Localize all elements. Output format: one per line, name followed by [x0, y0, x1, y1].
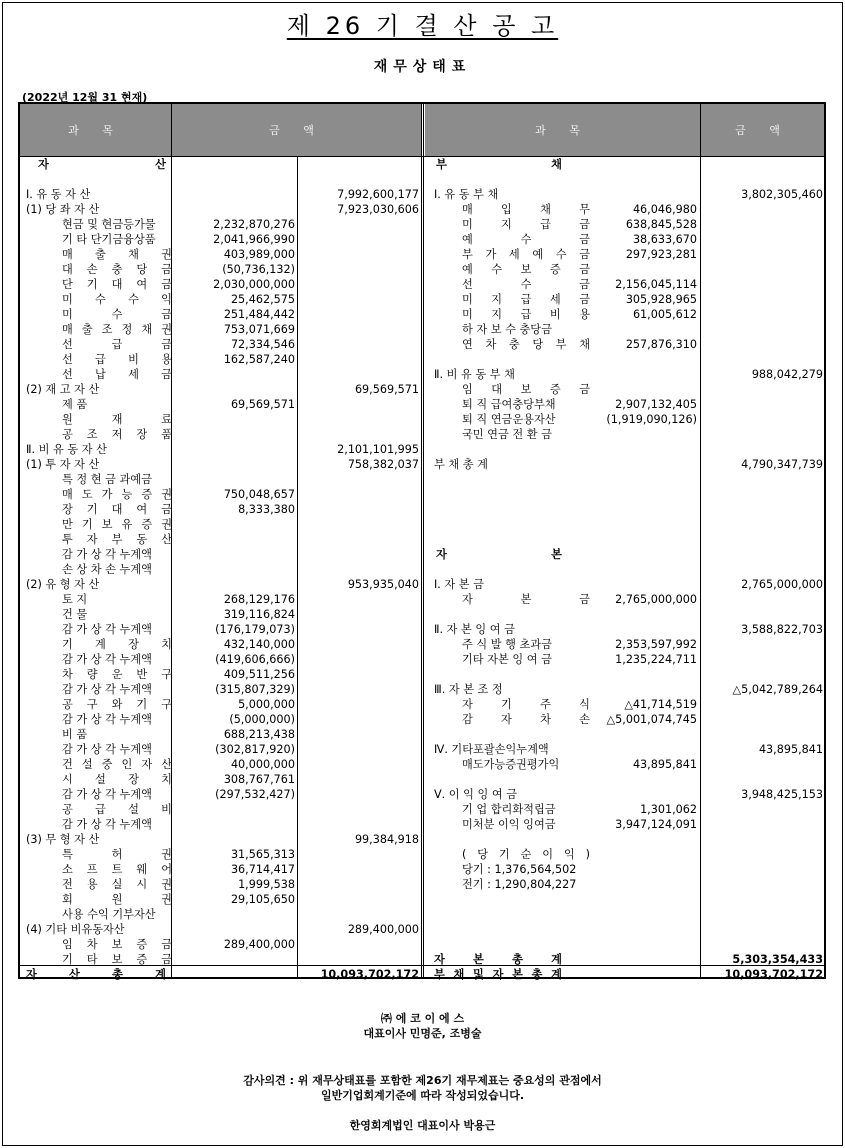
statement-row — [424, 202, 824, 217]
account-label: 감 가 상 각 누계액 — [62, 548, 152, 561]
account-label: 미 지 급 세 금 — [462, 293, 590, 306]
account-label: 기 계 장 치 — [62, 638, 172, 651]
statement-row — [20, 442, 421, 457]
statement-row — [20, 787, 421, 802]
statement-row — [20, 547, 421, 562]
statement-row — [424, 622, 824, 637]
statement-row — [20, 772, 421, 787]
statement-row — [424, 607, 824, 622]
statement-row — [20, 892, 421, 907]
statement-row — [424, 877, 824, 892]
sub-amount: 3,947,124,091 — [615, 818, 697, 831]
total-amount: 4,790,347,739 — [741, 458, 823, 471]
statement-row — [424, 217, 824, 232]
account-label: 손 상 차 손 누계액 — [62, 563, 152, 576]
total-row — [424, 967, 824, 982]
statement-row — [20, 727, 421, 742]
total-amount: 2,101,101,995 — [337, 443, 419, 456]
sub-amount: 688,213,438 — [223, 728, 295, 741]
statement-row — [20, 652, 421, 667]
sub-amount: (419,606,666) — [215, 653, 295, 666]
statement-row — [424, 637, 824, 652]
statement-row — [424, 862, 824, 877]
sub-amount: 305,928,965 — [625, 293, 697, 306]
statement-row — [424, 172, 824, 187]
statement-row — [20, 622, 421, 637]
account-label: 미 수 금 — [62, 308, 172, 321]
statement-row — [20, 322, 421, 337]
as-of-date: (2022년 12월 31 현재) — [22, 91, 148, 104]
sub-amount: 251,484,442 — [223, 308, 295, 321]
account-label: 단 기 대 여 금 — [62, 278, 172, 291]
account-label: 기 업 합리화적립금 — [462, 803, 556, 816]
statement-row — [20, 517, 421, 532]
account-label: 감 가 상 각 누계액 — [62, 683, 152, 696]
statement-row — [20, 202, 421, 217]
audit-opinion-line2: 일반기업회계기준에 따라 작성되었습니다. — [320, 1089, 525, 1102]
sub-amount: (302,817,920) — [215, 743, 295, 756]
sub-amount: 319,116,824 — [223, 608, 295, 621]
statement-row — [424, 772, 824, 787]
total-row — [20, 967, 421, 982]
statement-row — [424, 937, 824, 952]
statement-row — [424, 742, 824, 757]
account-label: 연 차 충 당 부 채 — [462, 338, 590, 351]
statement-row — [424, 907, 824, 922]
statement-row — [424, 232, 824, 247]
statement-row — [424, 652, 824, 667]
statement-row — [424, 337, 824, 352]
sub-amount: 2,232,870,276 — [213, 218, 295, 231]
liabilities-equity-column — [424, 156, 824, 981]
sub-amount: 25,462,575 — [230, 293, 295, 306]
statement-row — [424, 157, 824, 172]
assets-column — [20, 156, 421, 981]
statement-row — [424, 892, 824, 907]
account-label: 감 가 상 각 누계액 — [62, 623, 152, 636]
account-label: Ⅰ. 자 본 금 — [434, 578, 484, 591]
sub-amount: 2,156,045,114 — [615, 278, 697, 291]
account-label: 감 가 상 각 누계액 — [62, 788, 152, 801]
total-amount: 69,569,571 — [354, 383, 419, 396]
sub-amount: (5,000,000) — [229, 713, 295, 726]
statement-row — [20, 877, 421, 892]
header-right-account: 과 목 — [425, 104, 700, 156]
statement-row — [20, 187, 421, 202]
statement-row — [20, 847, 421, 862]
sub-amount: 5,000,000 — [238, 698, 295, 711]
account-label: 퇴 직 연금운용자산 — [462, 413, 556, 426]
sub-amount: 750,048,657 — [223, 488, 295, 501]
account-label: 자 본 금 — [462, 593, 590, 606]
account-label: (2) 재 고 자 산 — [26, 383, 100, 396]
statement-row — [20, 262, 421, 277]
total-amount: 3,802,305,460 — [741, 188, 823, 201]
account-label: 기타 자본 잉 여 금 — [462, 653, 552, 666]
sub-amount: 308,767,761 — [223, 773, 295, 786]
statement-row — [20, 682, 421, 697]
account-label: 부 가 세 예 수 금 — [462, 248, 590, 261]
statement-row — [424, 847, 824, 862]
statement-row — [424, 352, 824, 367]
account-label: 차 량 운 반 구 — [62, 668, 172, 681]
statement-row — [20, 562, 421, 577]
statement-row — [424, 442, 824, 457]
total-amount: 3,948,425,153 — [741, 788, 823, 801]
statement-row — [424, 247, 824, 262]
statement-row — [424, 757, 824, 772]
account-label: 자 산 — [38, 158, 168, 171]
statement-row — [424, 487, 824, 502]
total-amount: 7,923,030,606 — [337, 203, 419, 216]
total-amount: 99,384,918 — [354, 833, 419, 846]
sub-amount: (315,807,329) — [215, 683, 295, 696]
account-label: 자 본 총 계 — [434, 953, 562, 966]
audit-opinion-line1: 감사의견 : 위 재무상태표를 포함한 제26기 재무제표는 중요성의 관점에서 — [243, 1074, 602, 1087]
account-label: 당기 : 1,376,564,502 — [462, 863, 577, 876]
statement-row — [424, 832, 824, 847]
statement-row — [424, 667, 824, 682]
statement-row — [20, 607, 421, 622]
account-label: (1) 당 좌 자 산 — [26, 203, 100, 216]
account-label: 미처분 이익 잉여금 — [462, 818, 556, 831]
account-label: 부 채 — [436, 158, 564, 171]
statement-row — [424, 382, 824, 397]
account-label: 토 지 — [62, 593, 88, 606]
sub-amount: 1,301,062 — [640, 803, 697, 816]
sub-amount: 69,569,571 — [230, 398, 295, 411]
statement-row — [424, 502, 824, 517]
account-label: 임 차 보 증 금 — [62, 938, 172, 951]
statement-row — [20, 577, 421, 592]
sub-amount: (176,179,073) — [215, 623, 295, 636]
account-label: 공 조 저 장 품 — [62, 428, 172, 441]
sub-amount: △41,714,519 — [624, 698, 697, 711]
account-label: Ⅱ. 자 본 잉 여 금 — [434, 623, 515, 636]
sub-amount: 409,511,256 — [223, 668, 295, 681]
account-label: 자 기 주 식 — [462, 698, 590, 711]
sub-amount: 297,923,281 — [625, 248, 697, 261]
statement-row — [424, 547, 824, 562]
account-label: 시 설 장 치 — [62, 773, 172, 786]
account-label: 만 기 보 유 증 권 — [62, 518, 172, 531]
account-label: 선 납 세 금 — [62, 368, 172, 381]
statement-row — [20, 397, 421, 412]
statement-row — [20, 157, 421, 172]
sub-amount: 2,030,000,000 — [213, 278, 295, 291]
sub-amount: 46,046,980 — [632, 203, 697, 216]
account-label: 매도가능증권평가익 — [462, 758, 560, 771]
statement-row — [20, 307, 421, 322]
total-amount: 758,382,037 — [347, 458, 419, 471]
statement-row — [424, 562, 824, 577]
sub-amount: 1,235,224,711 — [615, 653, 697, 666]
account-label: 감 가 상 각 누계액 — [62, 818, 152, 831]
statement-row — [424, 802, 824, 817]
sub-amount: 1,999,538 — [238, 878, 295, 891]
total-amount: 43,895,841 — [758, 743, 823, 756]
statement-row — [424, 292, 824, 307]
account-label: 매 출 채 권 — [62, 248, 172, 261]
account-label: 감 가 상 각 누계액 — [62, 713, 152, 726]
account-label: 기 타 보 증 금 — [62, 953, 172, 966]
sub-amount: (297,532,427) — [215, 788, 295, 801]
account-label: (3) 무 형 자 산 — [26, 833, 100, 846]
statement-row — [424, 592, 824, 607]
header-left-account: 과 목 — [20, 104, 171, 156]
statement-row — [20, 817, 421, 832]
sub-amount: 43,895,841 — [632, 758, 697, 771]
account-label: (4) 기타 비유동자산 — [26, 923, 125, 936]
total-amount: 10,093,702,172 — [724, 968, 823, 981]
account-label: 사용 수익 기부자산 — [62, 908, 156, 921]
total-amount: △5,042,789,264 — [732, 683, 823, 696]
account-label: 미 수 수 익 — [62, 293, 172, 306]
statement-row — [424, 577, 824, 592]
statement-row — [20, 232, 421, 247]
statement-row — [20, 907, 421, 922]
statement-row — [20, 367, 421, 382]
account-label: 부 채 총 계 — [434, 458, 488, 471]
total-amount: 2,765,000,000 — [741, 578, 823, 591]
total-amount: 988,042,279 — [751, 368, 823, 381]
sub-amount: 36,714,417 — [230, 863, 295, 876]
sub-amount: △5,001,074,745 — [606, 713, 697, 726]
total-amount: 953,935,040 — [347, 578, 419, 591]
total-amount: 289,400,000 — [347, 923, 419, 936]
account-label: 대 손 충 당 금 — [62, 263, 172, 276]
account-label: 전기 : 1,290,804,227 — [462, 878, 577, 891]
account-label: Ⅰ. 유 동 자 산 — [26, 188, 91, 201]
sub-amount: 162,587,240 — [223, 353, 295, 366]
statement-row — [424, 472, 824, 487]
account-label: 자 본 — [436, 548, 564, 561]
statement-row — [20, 292, 421, 307]
statement-row — [424, 277, 824, 292]
page-title — [0, 6, 845, 41]
sub-amount: 268,129,176 — [223, 593, 295, 606]
statement-row — [20, 532, 421, 547]
ceo-names: 대표이사 민명준, 조병술 — [363, 1027, 482, 1040]
statement-row — [20, 697, 421, 712]
account-label: 원 재 료 — [62, 413, 172, 426]
account-label: 제 품 — [62, 398, 88, 411]
total-amount: 3,588,822,703 — [741, 623, 823, 636]
sub-amount: 289,400,000 — [223, 938, 295, 951]
sub-amount: 29,105,650 — [230, 893, 295, 906]
statement-row — [424, 697, 824, 712]
account-label: 감 자 차 손 — [462, 713, 590, 726]
sub-amount: 2,765,000,000 — [615, 593, 697, 606]
account-label: 국민 연금 전 환 금 — [462, 428, 552, 441]
sub-amount: 753,071,669 — [223, 323, 295, 336]
statement-row — [20, 412, 421, 427]
statement-row — [424, 787, 824, 802]
total-divider — [20, 965, 824, 966]
statement-row — [424, 187, 824, 202]
statement-row — [20, 472, 421, 487]
statement-row — [424, 517, 824, 532]
statement-row — [20, 172, 421, 187]
sub-amount: 8,333,380 — [238, 503, 295, 516]
statement-row — [20, 832, 421, 847]
statement-row — [424, 262, 824, 277]
account-label: 선 수 금 — [462, 278, 590, 291]
sub-amount: 2,353,597,992 — [615, 638, 697, 651]
account-label: Ⅲ. 자 본 조 정 — [434, 683, 503, 696]
statement-row — [20, 277, 421, 292]
account-label: 주 식 발 행 초과금 — [462, 638, 552, 651]
account-label: 선 급 비 용 — [62, 353, 172, 366]
account-label: Ⅴ. 이 익 잉 여 금 — [434, 788, 518, 801]
sub-amount: (1,919,090,126) — [606, 413, 697, 426]
account-label: 비 품 — [62, 728, 88, 741]
account-label: 소 프 트 웨 어 — [62, 863, 172, 876]
account-label: 전 용 실 시 권 — [62, 878, 172, 891]
account-label: 매 도 가 능 증 권 — [62, 488, 172, 501]
account-label: 미 지 급 금 — [462, 218, 590, 231]
statement-row — [20, 712, 421, 727]
sub-amount: (50,736,132) — [222, 263, 295, 276]
sub-amount: 638,845,528 — [625, 218, 697, 231]
account-label: 예 수 금 — [462, 233, 590, 246]
statement-row — [20, 802, 421, 817]
account-label: 선 급 금 — [62, 338, 172, 351]
statement-row — [20, 487, 421, 502]
statement-row — [424, 457, 824, 472]
statement-row — [20, 862, 421, 877]
statement-row — [20, 217, 421, 232]
statement-row — [20, 352, 421, 367]
account-label: Ⅳ. 기타포괄손익누계액 — [434, 743, 549, 756]
account-label: 투 자 부 동 산 — [62, 533, 172, 546]
account-label: 회 원 권 — [62, 893, 172, 906]
balance-sheet-table — [18, 102, 826, 979]
header-right-amount: 금 액 — [701, 104, 824, 156]
statement-row — [20, 742, 421, 757]
sub-amount: 38,633,670 — [632, 233, 697, 246]
sub-amount: 403,989,000 — [223, 248, 295, 261]
sub-amount: 2,907,132,405 — [615, 398, 697, 411]
account-label: 건 설 중 인 자 산 — [62, 758, 172, 771]
statement-row — [424, 397, 824, 412]
statement-row — [424, 532, 824, 547]
account-label: 현금 및 현금등가물 — [62, 218, 156, 231]
account-label: Ⅰ. 유 동 부 채 — [434, 188, 499, 201]
account-label: 감 가 상 각 누계액 — [62, 653, 152, 666]
account-label: 하 자 보 수 충당금 — [462, 323, 552, 336]
account-label: 미 지 급 비 용 — [462, 308, 590, 321]
account-label: 특 허 권 — [62, 848, 172, 861]
account-label: 기 타 단기금융상품 — [62, 233, 156, 246]
auditor-name: 한영회계법인 대표이사 박용근 — [349, 1119, 496, 1132]
sub-amount: 72,334,546 — [230, 338, 295, 351]
sub-amount: 2,041,966,990 — [213, 233, 295, 246]
statement-row — [424, 817, 824, 832]
statement-row — [20, 922, 421, 937]
statement-row — [424, 922, 824, 937]
statement-subtitle: 재무상태표 — [373, 59, 472, 75]
account-label: 예 수 보 증 금 — [462, 263, 590, 276]
statement-row — [20, 637, 421, 652]
account-label: 자 산 총 계 — [26, 968, 166, 981]
account-label: Ⅱ. 비 유 동 자 산 — [26, 443, 107, 456]
account-label: 감 가 상 각 누계액 — [62, 743, 152, 756]
statement-row — [424, 412, 824, 427]
account-label: (1) 투 자 자 산 — [26, 458, 100, 471]
sub-amount: 40,000,000 — [230, 758, 295, 771]
title-text: 제 26 기 결 산 공 고 — [286, 12, 559, 40]
statement-row — [424, 427, 824, 442]
statement-row — [20, 592, 421, 607]
account-label: 공 급 설 비 — [62, 803, 172, 816]
account-label: 특 정 현 금 과예금 — [62, 473, 152, 486]
sub-amount: 432,140,000 — [223, 638, 295, 651]
account-label: 부 채 및 자 본 총 계 — [434, 968, 562, 981]
account-label: Ⅱ. 비 유 동 부 채 — [434, 368, 515, 381]
statement-row — [20, 667, 421, 682]
account-label: 퇴 직 급여충당부채 — [462, 398, 556, 411]
account-label: (2) 유 형 자 산 — [26, 578, 100, 591]
statement-row — [424, 367, 824, 382]
company-name: ㈜ 에 코 이 에 스 — [380, 1012, 465, 1025]
statement-row — [424, 322, 824, 337]
statement-row — [20, 382, 421, 397]
sub-amount: 61,005,612 — [632, 308, 697, 321]
account-label: 매 출 조 정 채 권 — [62, 323, 172, 336]
sub-amount: 31,565,313 — [230, 848, 295, 861]
sub-amount: 257,876,310 — [625, 338, 697, 351]
account-label: ( 당 기 순 이 익 ) — [462, 848, 590, 861]
statement-row — [20, 457, 421, 472]
account-label: 건 물 — [62, 608, 88, 621]
header-left-amount: 금 액 — [172, 104, 421, 156]
total-amount: 7,992,600,177 — [337, 188, 419, 201]
account-label: 공 구 와 기 구 — [62, 698, 172, 711]
statement-row — [20, 757, 421, 772]
statement-row — [424, 727, 824, 742]
statement-row — [20, 427, 421, 442]
statement-row — [20, 502, 421, 517]
statement-row — [20, 937, 421, 952]
statement-row — [424, 682, 824, 697]
statement-row — [20, 337, 421, 352]
total-amount: 10,093,702,172 — [320, 968, 419, 981]
account-label: 매 입 채 무 — [462, 203, 590, 216]
statement-row — [20, 247, 421, 262]
account-label: 장 기 대 여 금 — [62, 503, 172, 516]
statement-row — [424, 307, 824, 322]
statement-row — [424, 712, 824, 727]
account-label: 임 대 보 증 금 — [462, 383, 590, 396]
total-amount: 5,303,354,433 — [732, 953, 823, 966]
